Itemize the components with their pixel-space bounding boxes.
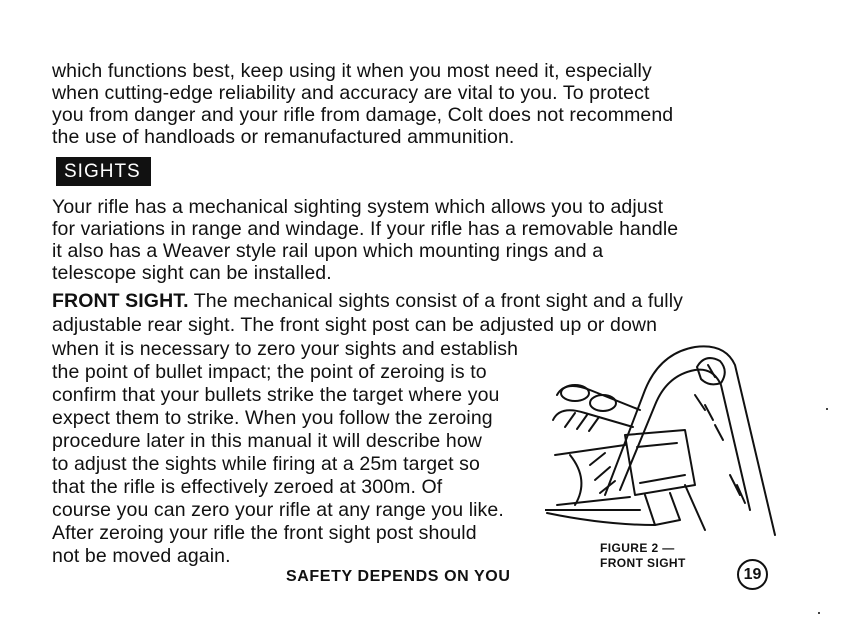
intro-line-1: which functions best, keep using it when you most need it, especially (52, 60, 652, 82)
front-sight-illustration-icon (545, 335, 785, 540)
page-number: 19 (737, 559, 768, 590)
figure-caption-line-2: FRONT SIGHT (600, 556, 686, 570)
front-sight-line-4: confirm that your bullets strike the target where you (52, 384, 500, 406)
section-heading-sights: SIGHTS (56, 157, 151, 186)
front-sight-line-7: to adjust the sights while firing at a 25m target so (52, 453, 480, 475)
figure-caption (600, 541, 686, 571)
front-sight-first-line (52, 290, 683, 312)
intro-line-3: you from danger and your rifle from damage, Colt does not recommend (52, 104, 674, 126)
front-sight-line-2: when it is necessary to zero your sights and establish (52, 338, 519, 360)
front-sight-line-10: After zeroing your rifle the front sight post should (52, 522, 477, 544)
front-sight-line-11: not be moved again. (52, 545, 231, 567)
front-sight-line-3: the point of bullet impact; the point of zeroing is to (52, 361, 487, 383)
front-sight-line-9: course you can zero your rifle at any range you like. (52, 499, 504, 521)
intro-line-2: when cutting-edge reliability and accuracy are vital to you. To protect (52, 82, 650, 104)
figure-caption-line-1: FIGURE 2 — (600, 541, 675, 555)
intro-line-4: the use of handloads or remanufactured ammunition. (52, 126, 515, 148)
front-sight-line-5: expect them to strike. When you follow the zeroing (52, 407, 493, 429)
front-sight-first-line-text: The mechanical sights consist of a front sight and a fully (188, 290, 684, 312)
sights-line-1: Your rifle has a mechanical sighting system which allows you to adjust (52, 196, 664, 218)
sights-line-4: telescope sight can be installed. (52, 262, 332, 284)
scan-speck (826, 408, 828, 410)
front-sight-line-8: that the rifle is effectively zeroed at 300m. Of (52, 476, 443, 498)
front-sight-line-1: adjustable rear sight. The front sight post can be adjusted up or down (52, 314, 658, 336)
front-sight-line-6: procedure later in this manual it will describe how (52, 430, 482, 452)
scan-speck (818, 612, 820, 614)
footer-safety-text: SAFETY DEPENDS ON YOU (286, 568, 511, 585)
sights-line-2: for variations in range and windage. If your rifle has a removable handle (52, 218, 679, 240)
front-sight-heading: FRONT SIGHT. (52, 290, 189, 312)
sights-line-3: it also has a Weaver style rail upon which mounting rings and a (52, 240, 604, 262)
